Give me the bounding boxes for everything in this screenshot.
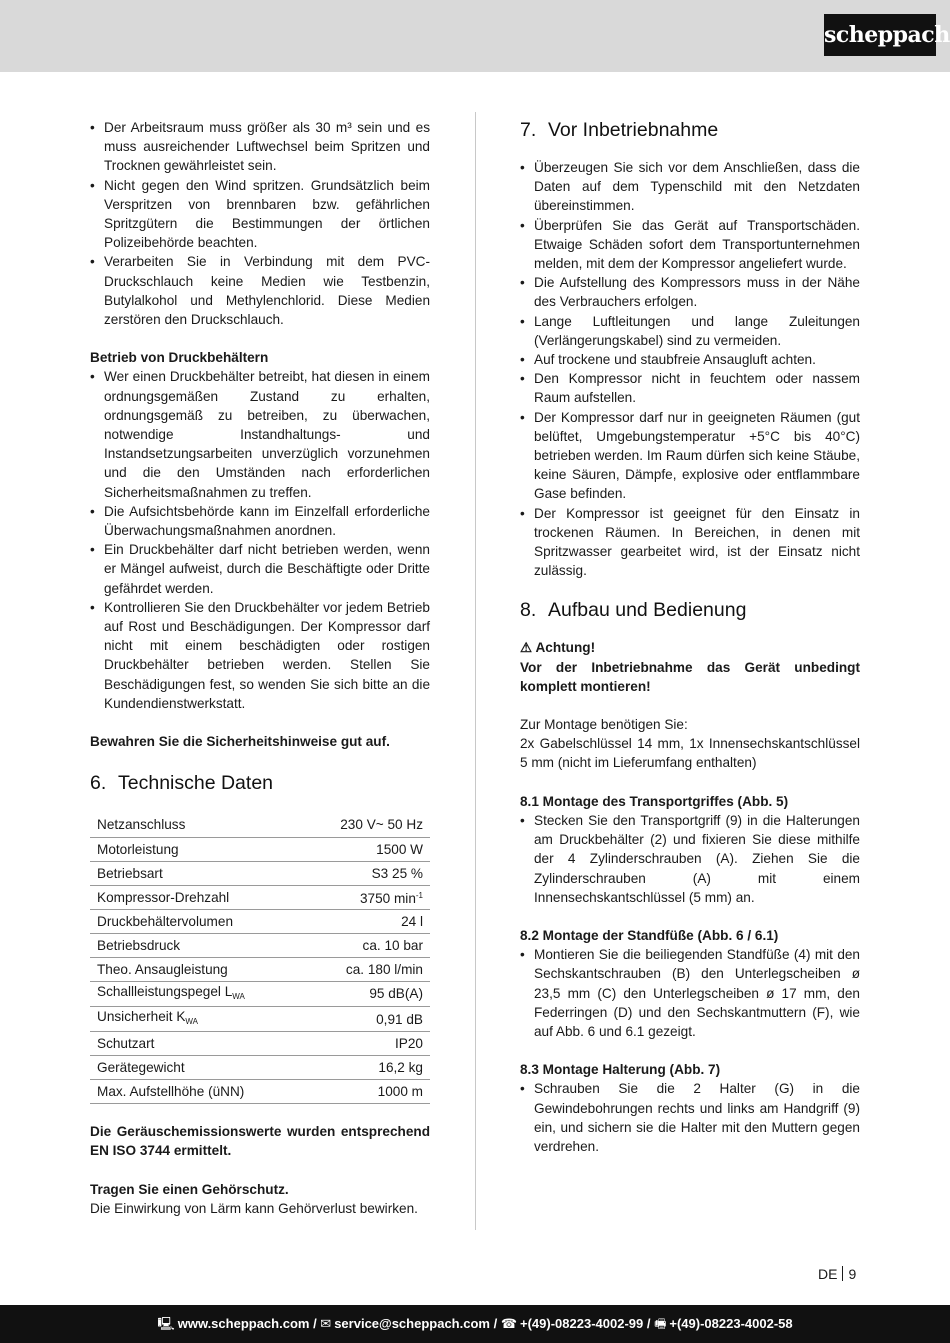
- spec-value: 95 dB(A): [303, 981, 430, 1006]
- left-column: [90, 118, 430, 1218]
- footer-separator: /: [643, 1316, 655, 1331]
- list-item: • Überzeugen Sie sich vor dem Anschließen, dass die Daten auf dem Typenschild mit den Netzdaten übereinstimmen.: [520, 158, 860, 216]
- section-8-1-heading: 8.1 Montage des Transportgriffes (Abb. 5): [520, 793, 789, 809]
- section-7-title: [520, 118, 860, 142]
- intro-bullet-list: [90, 118, 430, 329]
- pressure-bullet-list: [90, 367, 430, 713]
- mail-icon: ✉: [320, 1316, 332, 1331]
- list-item: • Die Aufsichtsbehörde kann im Einzelfall erforderliche Überwachungsmaßnahmen anordnen.: [90, 502, 430, 540]
- section-8-3-list: [520, 1079, 860, 1156]
- pressure-vessel-heading: Betrieb von Druckbehältern: [90, 350, 269, 366]
- spec-label: Druckbehältervolumen: [90, 909, 303, 933]
- hearing-protection-text: Die Einwirkung von Lärm kann Gehörverlust bewirken.: [90, 1200, 418, 1216]
- spec-value: 1500 W: [303, 837, 430, 861]
- footer-separator: /: [489, 1316, 501, 1331]
- section-title-text: Technische Daten: [118, 772, 274, 795]
- table-row: [90, 1007, 430, 1032]
- technical-data-table: [90, 813, 430, 1104]
- noise-emission-notice: Die Geräuschemissionswerte wurden entsprechend EN ISO 3744 ermittelt.: [90, 1124, 430, 1159]
- section-6-title: [90, 771, 430, 795]
- table-row: [90, 813, 430, 837]
- spec-value: ca. 180 l/min: [303, 957, 430, 981]
- phone-icon: ☎: [500, 1316, 518, 1331]
- computer-icon: 🖳: [157, 1316, 175, 1331]
- spec-label: Unsicherheit $K_{WA}$: [90, 1007, 303, 1032]
- page-number-value: 9: [848, 1266, 857, 1282]
- spec-value: 3750 $\min^{-1}$: [303, 885, 430, 909]
- footer-email-link[interactable]: service@scheppach.com: [334, 1316, 490, 1331]
- list-item: • Montieren Sie die beiliegenden Standfüße (4) mit den Sechskantschrauben (B) den Unterlegscheiben ø 23,5 mm (C) den Unterlegscheiben ø 17 mm, den Federringen (D) und den Sechskantmuttern (F), wie auf Abb. 6 und 6.1 gezeigt.: [520, 945, 860, 1041]
- section-title-text: Aufbau und Bedienung: [548, 599, 747, 622]
- table-row: [90, 837, 430, 861]
- list-item: • Schrauben Sie die 2 Halter (G) in die Gewindebohrungen rechts und links am Handgriff (9) ein, und sichern sie die Halter mit den Muttern gegen verdrehen.: [520, 1079, 860, 1156]
- list-item: • Der Kompressor ist geeignet für den Einsatz in trockenen Räumen. In Bereichen, in denen mit Spritzwasser gearbeitet wird, ist der Einsatz nicht zulässig.: [520, 504, 860, 581]
- list-item: • Lange Luftleitungen und lange Zuleitungen (Verlängerungskabel) sind zu vermeiden.: [520, 312, 860, 350]
- section-8-1-list: [520, 811, 860, 907]
- section-number: 6.: [90, 772, 107, 795]
- list-item: • Der Arbeitsraum muss größer als 30 m³ sein und es muss ausreichender Luftwechsel beim Spritzen und Trocknen gewährleistet sein.: [90, 118, 430, 176]
- footer-website-link[interactable]: www.scheppach.com: [177, 1316, 310, 1331]
- list-item: • Auf trockene und staubfreie Ansaugluft achten.: [520, 350, 860, 369]
- list-item: • Verarbeiten Sie in Verbindung mit dem PVC-Druckschlauch keine Medien wie Testbenzin, Butylalkohol und Methylenchlorid. Diese Medien zerstören den Druckschlauch.: [90, 252, 430, 329]
- brand-logo: scheppach: [824, 14, 936, 56]
- footer-separator: /: [309, 1316, 321, 1331]
- tools-intro: Zur Montage benötigen Sie:: [520, 717, 688, 733]
- list-item: • Ein Druckbehälter darf nicht betrieben werden, wenn er Mängel aufweist, durch die Beschäftigte oder Dritte gefährdet werden.: [90, 540, 430, 598]
- table-row: [90, 1056, 430, 1080]
- spec-value: 16,2 kg: [303, 1056, 430, 1080]
- table-row: [90, 885, 430, 909]
- table-row: [90, 957, 430, 981]
- section-8-2-heading: 8.2 Montage der Standfüße (Abb. 6 / 6.1): [520, 927, 779, 943]
- spec-label: Betriebsdruck: [90, 933, 303, 957]
- table-row: [90, 1032, 430, 1056]
- list-item: • Wer einen Druckbehälter betreibt, hat diesen in einem ordnungsgemäßen Zustand zu erhalten, ordnungsgemäß zu betreiben, zu überwachen, notwendige Instandhaltungs- und Instandsetzungsarbeiten unverzüglich vorzunehmen und die den Umständen nach erforderlichen Sicherheitsmaßnahmen zu treffen.: [90, 367, 430, 501]
- footer-bar: [0, 1305, 950, 1343]
- spec-label: Theo. Ansaugleistung: [90, 957, 303, 981]
- table-row: [90, 981, 430, 1006]
- spec-label: Betriebsart: [90, 861, 303, 885]
- list-item: • Überprüfen Sie das Gerät auf Transportschäden. Etwaige Schäden sofort dem Transportunternehmen melden, mit dem der Kompressor angeliefert wurde.: [520, 216, 860, 274]
- spec-label: Netzanschluss: [90, 813, 303, 837]
- spec-label: Gerätegewicht: [90, 1056, 303, 1080]
- list-item: • Der Kompressor darf nur in geeigneten Räumen (gut belüftet, Umgebungstemperatur +5°C bis 40°C) betrieben werden. Im Raum dürfen sich keine Stäube, keine Säuren, Dämpfe, explosive oder entflammbare Gase befinden.: [520, 408, 860, 504]
- warning-text: Vor der Inbetriebnahme das Gerät unbedingt komplett montieren!: [520, 659, 860, 694]
- spec-label: Schallleistungspegel $L_{WA}$: [90, 981, 303, 1006]
- spec-value: 0,91 dB: [303, 1007, 430, 1032]
- list-item: • Nicht gegen den Wind spritzen. Grundsätzlich beim Verspritzen von brennbaren bzw. gefährlichen Spritzgütern die Bestimmungen der örtlichen Polizeibehörde beachten.: [90, 176, 430, 253]
- footer-phone[interactable]: +(49)-08223-4002-99: [520, 1316, 644, 1331]
- pre-operation-bullet-list: [520, 158, 860, 580]
- section-8-3-heading: 8.3 Montage Halterung (Abb. 7): [520, 1062, 721, 1078]
- section-8-2-list: [520, 945, 860, 1041]
- spec-value: 1000 m: [303, 1080, 430, 1104]
- table-row: [90, 933, 430, 957]
- tools-text: 2x Gabelschlüssel 14 mm, 1x Innensechskantschlüssel 5 mm (nicht im Lieferumfang enthalten): [520, 736, 860, 771]
- table-row: [90, 1080, 430, 1104]
- section-number: 7.: [520, 119, 537, 141]
- list-item: • Den Kompressor nicht in feuchtem oder nassem Raum aufstellen.: [520, 369, 860, 407]
- section-8-title: [520, 598, 860, 622]
- footer-fax: +(49)-08223-4002-58: [669, 1316, 793, 1331]
- spec-value: IP20: [303, 1032, 430, 1056]
- column-divider: [475, 112, 476, 1230]
- list-item: • Kontrollieren Sie den Druckbehälter vor jedem Betrieb auf Rost und Beschädigungen. Der Kompressor darf nicht mit einem beschädigten oder rostigen Druckbehälter betrieben werden. Stellen Sie Beschädigungen fest, so wenden Sie sich bitte an die Kundendienstwerkstatt.: [90, 598, 430, 713]
- section-number: 8.: [520, 599, 537, 622]
- fax-icon: 🖷: [654, 1316, 667, 1331]
- spec-value: 24 l: [303, 909, 430, 933]
- warning-label: ⚠ Achtung!: [520, 640, 596, 656]
- right-column: [520, 118, 860, 1156]
- list-item: • Die Aufstellung des Kompressors muss in der Nähe des Verbrauchers erfolgen.: [520, 273, 860, 311]
- section-title-text: Vor Inbetriebnahme: [548, 119, 719, 141]
- page-language: DE: [818, 1266, 838, 1282]
- hearing-protection-heading: Tragen Sie einen Gehörschutz.: [90, 1181, 289, 1197]
- spec-label: Max. Aufstellhöhe (üNN): [90, 1080, 303, 1104]
- spec-value: 230 V~ 50 Hz: [303, 813, 430, 837]
- spec-value: S3 25 %: [303, 861, 430, 885]
- header-bar: [0, 0, 950, 72]
- spec-label: Kompressor-Drehzahl: [90, 885, 303, 909]
- table-row: [90, 861, 430, 885]
- spec-label: Motorleistung: [90, 837, 303, 861]
- list-item: • Stecken Sie den Transportgriff (9) in die Halterungen am Druckbehälter (2) und fixieren Sie diese mithilfe der 4 Zylinderschrauben (A). Ziehen Sie die Zylinderschrauben (A) mit einem Innensechskantschlüssel (5 mm) an.: [520, 811, 860, 907]
- page-number: [818, 1265, 856, 1284]
- table-row: [90, 909, 430, 933]
- spec-label: Schutzart: [90, 1032, 303, 1056]
- spec-value: ca. 10 bar: [303, 933, 430, 957]
- keep-safety-notice: Bewahren Sie die Sicherheitshinweise gut auf.: [90, 734, 390, 750]
